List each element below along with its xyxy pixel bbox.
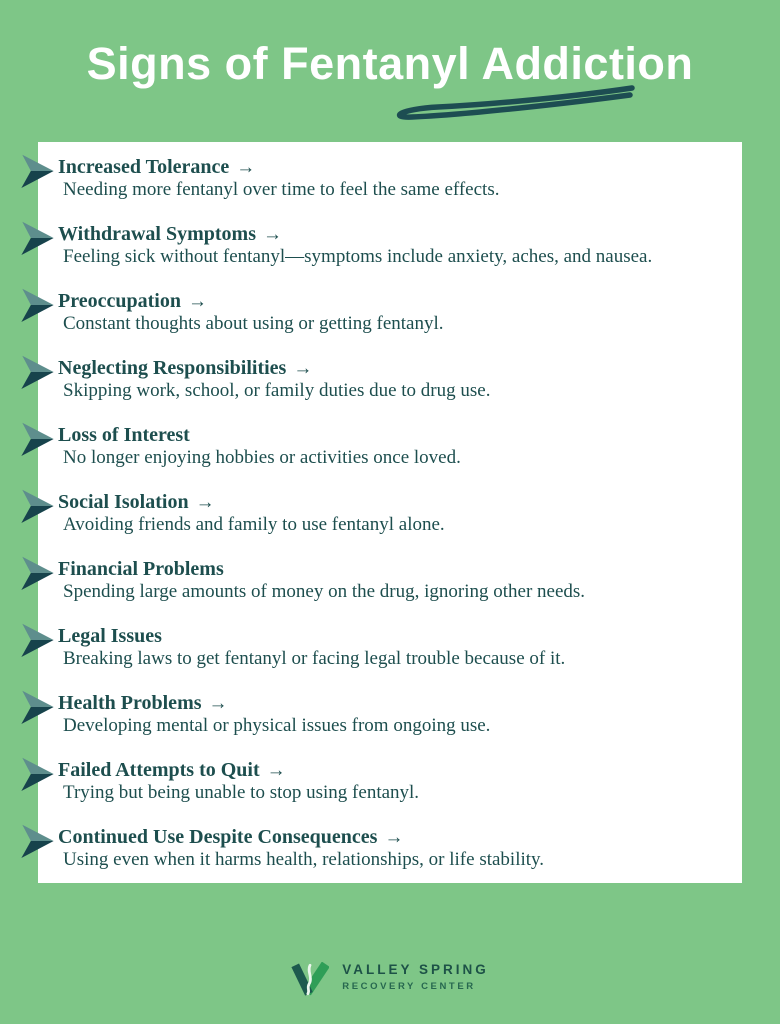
sign-item xyxy=(58,626,724,670)
signs-list xyxy=(58,157,724,871)
sign-description: No longer enjoying hobbies or activities once loved. xyxy=(63,447,461,468)
sign-item xyxy=(58,157,724,201)
sign-item xyxy=(58,224,724,268)
sign-description: Trying but being unable to stop using fentanyl. xyxy=(63,782,420,803)
sign-heading xyxy=(58,626,724,647)
sign-heading-text: Increased Tolerance xyxy=(58,156,230,178)
sign-heading-text: Failed Attempts to Quit xyxy=(58,759,260,781)
right-arrow-glyph: → xyxy=(384,827,404,848)
sign-heading-text: Withdrawal Symptoms xyxy=(58,223,256,245)
brand-text-block xyxy=(342,962,489,992)
sign-heading-text: Social Isolation xyxy=(58,491,189,513)
arrow-marker-icon xyxy=(19,151,56,189)
sign-heading-text: Legal Issues xyxy=(58,625,162,647)
signs-card xyxy=(38,142,742,883)
sign-heading xyxy=(58,693,724,714)
sign-heading xyxy=(58,358,724,379)
sign-heading xyxy=(58,760,724,781)
sign-description: Spending large amounts of money on the drug, ignoring other needs. xyxy=(63,581,586,602)
sign-description: Constant thoughts about using or getting fentanyl. xyxy=(63,313,444,334)
sign-heading-text: Continued Use Despite Consequences xyxy=(58,826,378,848)
sign-heading-text: Loss of Interest xyxy=(58,424,190,446)
sign-heading-text: Preoccupation xyxy=(58,290,181,312)
sign-item xyxy=(58,358,724,402)
right-arrow-glyph: → xyxy=(187,291,207,312)
sign-heading xyxy=(58,224,724,245)
sign-heading xyxy=(58,492,724,513)
brand-subtitle: RECOVERY CENTER xyxy=(342,981,476,992)
arrow-marker-icon xyxy=(19,419,56,457)
right-arrow-glyph: → xyxy=(208,693,228,714)
right-arrow-glyph: → xyxy=(293,358,313,379)
valley-spring-logo-icon xyxy=(291,962,329,996)
sign-heading xyxy=(58,425,724,446)
sign-description: Feeling sick without fentanyl—symptoms include anxiety, aches, and nausea. xyxy=(63,246,653,267)
arrow-marker-icon xyxy=(19,754,56,792)
sign-item xyxy=(58,425,724,469)
sign-item xyxy=(58,291,724,335)
sign-description: Using even when it harms health, relationships, or life stability. xyxy=(63,849,545,870)
right-arrow-glyph: → xyxy=(266,760,286,781)
arrow-marker-icon xyxy=(19,620,56,658)
sign-item xyxy=(58,760,724,804)
right-arrow-glyph: → xyxy=(195,492,215,513)
right-arrow-glyph: → xyxy=(236,157,256,178)
arrow-marker-icon xyxy=(19,285,56,323)
arrow-marker-icon xyxy=(19,218,56,256)
sign-item xyxy=(58,827,724,871)
sign-description: Avoiding friends and family to use fentanyl alone. xyxy=(63,514,445,535)
brand-footer xyxy=(0,958,780,996)
sign-description: Skipping work, school, or family duties due to drug use. xyxy=(63,380,491,401)
sign-heading xyxy=(58,291,724,312)
arrow-marker-icon xyxy=(19,553,56,591)
arrow-marker-icon xyxy=(19,486,56,524)
sign-heading-text: Health Problems xyxy=(58,692,202,714)
sign-description: Developing mental or physical issues from ongoing use. xyxy=(63,715,491,736)
arrow-marker-icon xyxy=(19,352,56,390)
sign-heading xyxy=(58,827,724,848)
arrow-marker-icon xyxy=(19,687,56,725)
arrow-marker-icon xyxy=(19,821,56,859)
sign-heading-text: Financial Problems xyxy=(58,558,224,580)
page-title: Signs of Fentanyl Addiction xyxy=(86,38,694,89)
sign-item xyxy=(58,559,724,603)
right-arrow-glyph: → xyxy=(263,224,282,245)
sign-heading xyxy=(58,157,724,178)
brand-name: VALLEY SPRING xyxy=(342,962,489,977)
sign-heading xyxy=(58,559,724,580)
sign-heading-text: Neglecting Responsibilities xyxy=(58,357,287,379)
sign-item xyxy=(58,492,724,536)
sign-item xyxy=(58,693,724,737)
sign-description: Breaking laws to get fentanyl or facing legal trouble because of it. xyxy=(63,648,566,669)
sign-description: Needing more fentanyl over time to feel the same effects. xyxy=(63,179,500,200)
